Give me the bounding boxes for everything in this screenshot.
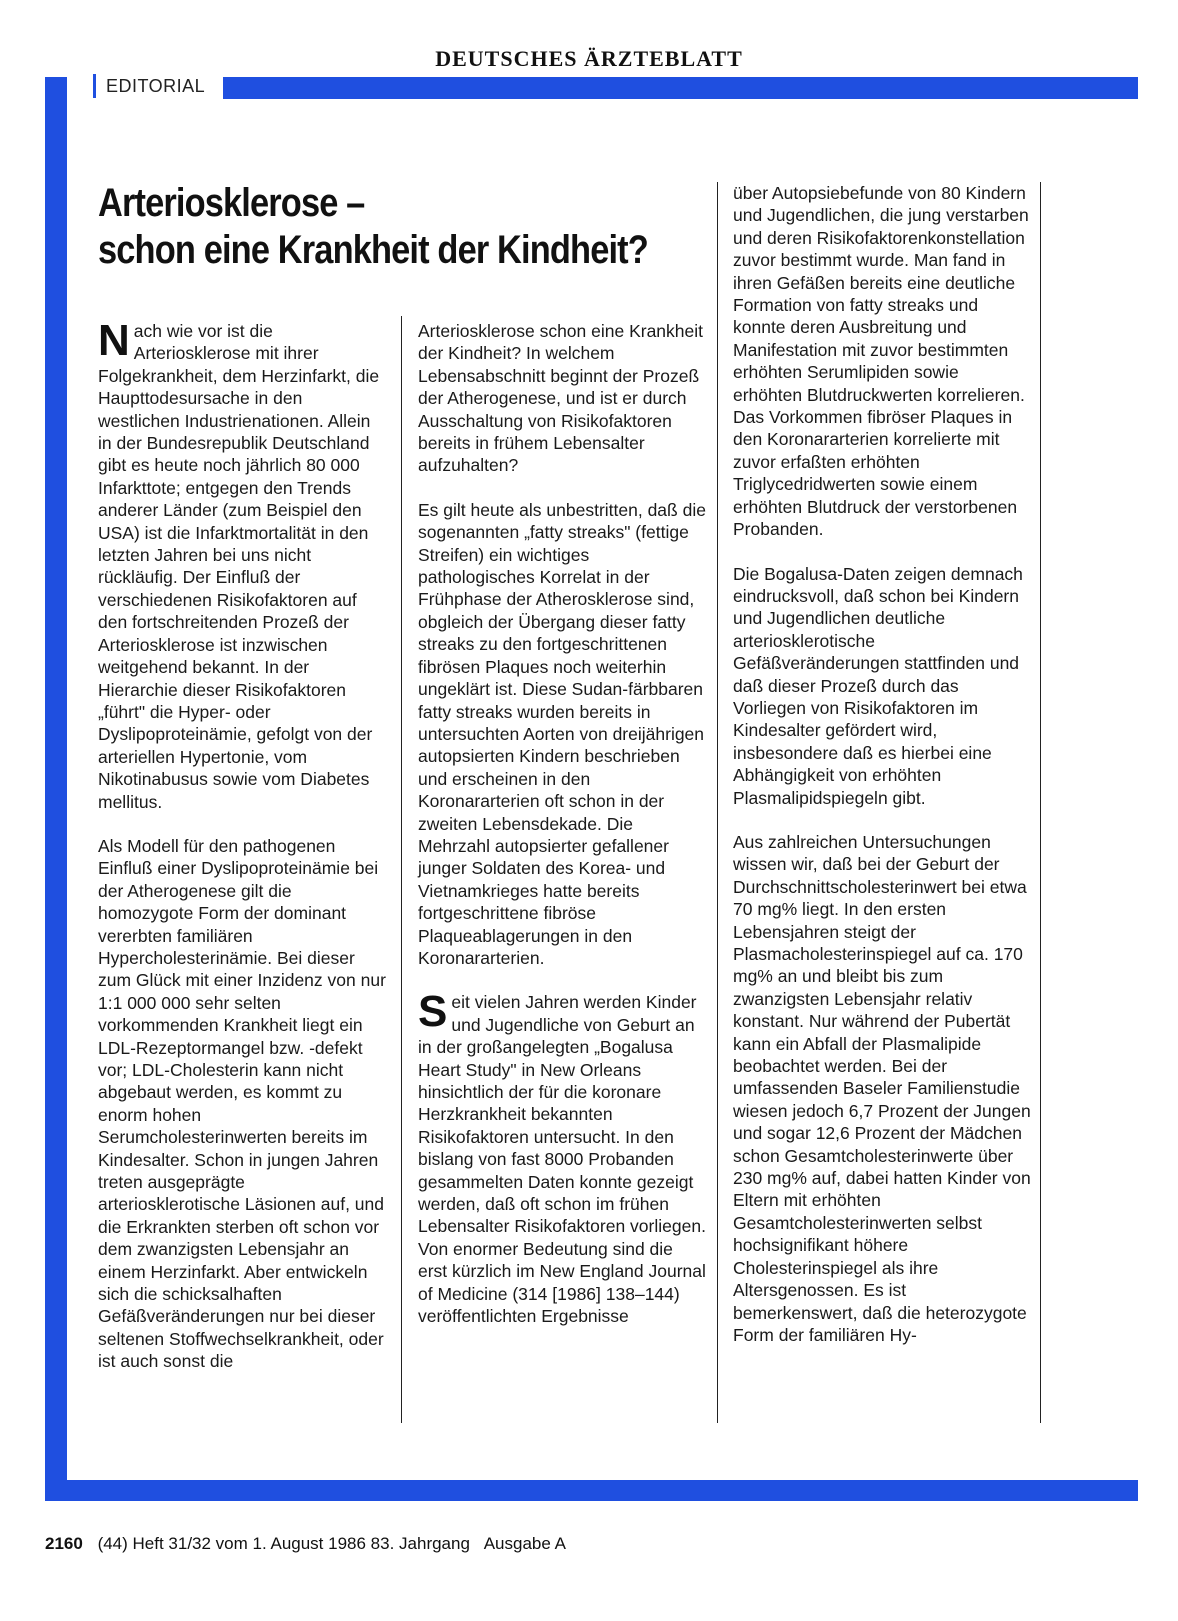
- column-divider-3: [1040, 182, 1041, 1423]
- col1-paragraph-1: [98, 316, 386, 813]
- col3-paragraph-2: Die Bogalusa-Daten zeigen demnach eindrucksvoll, daß schon bei Kindern und Jugendlichen deutliche arteriosklerotische Gefäßveränderungen stattfinden und daß dieser Prozeß durch das Vorliegen von Risikofaktoren im Kindesalter gefördert wird, insbesondere daß es hierbei eine Abhängigkeit von erhöhten Plasmalipidspiegeln gibt.: [733, 563, 1023, 808]
- col1-paragraph-1-text: ach wie vor ist die Arteriosklerose mit ihrer Folgekrankheit, dem Herzinfarkt, die Haupttodesursache in den westlichen Industrienationen. Allein in der Bundesrepublik Deutschland gibt es heute noch jährlich 80 000 Infarkttote; entgegen den Trends anderer Länder (zum Beispiel den USA) ist die Infarktmortalität in den letzten Jahren bei uns nicht rückläufig. Der Einfluß der verschiedenen Risikofaktoren auf den fortschreitenden Prozeß der Arteriosklerose ist inzwischen weitgehend bekannt. In der Hierarchie dieser Risikofaktoren „führt" die Hyper- oder Dyslipoproteinämie, gefolgt von der arteriellen Hypertonie, vom Nikotinabusus sowie vom Diabetes mellitus.: [98, 321, 380, 812]
- headline: [98, 180, 648, 274]
- bottom-frame-bar: [45, 1480, 1138, 1501]
- masthead: DEUTSCHES ÄRZTEBLATT: [435, 46, 743, 71]
- section-label: EDITORIAL: [93, 74, 213, 98]
- column-1: [98, 316, 386, 1395]
- col2-paragraph-2: Es gilt heute als unbestritten, daß die sogenannten „fatty streaks" (fettige Streifen) ein wichtiges pathologisches Korrelat in der Frühphase der Atherosklerose sind, obgleich der Übergang dieser fatty streaks zu den fortgeschrittenen fibrösen Plaques noch weiterhin ungeklärt ist. Diese Sudan-färbbaren fatty streaks wurden bereits in untersuchten Aorten von dreijährigen autopsierten Kindern beschrieben und erscheinen in den Koronararterien oft schon in der zweiten Lebensdekade. Die Mehrzahl autopsierter gefallener junger Soldaten des Korea- und Vietnamkrieges hatte bereits fortgeschrittene fibröse Plaqueablagerungen in den Koronararterien.: [418, 499, 706, 968]
- col2-paragraph-3-text: eit vielen Jahren werden Kinder und Jugendliche von Geburt an in der großangelegten „Bogalusa Heart Study" in New Orleans hinsichtlich der für die koronare Herzkrankheit bekannten Risikofaktoren untersucht. In den bislang von fast 8000 Probanden gesammelten Daten konnte gezeigt werden, daß oft schon im frühen Lebensalter Risikofaktoren vorliegen. Von enormer Bedeutung sind die erst kürzlich im New England Journal of Medicine (314 [1986] 138–144) veröffentlichten Ergebnisse: [418, 992, 706, 1327]
- drop-cap: N: [98, 316, 130, 365]
- edition-info: Ausgabe A: [483, 1534, 566, 1553]
- left-frame-bar: [45, 77, 67, 1501]
- drop-cap: S: [418, 987, 448, 1037]
- headline-line-1: Arteriosklerose –: [98, 181, 365, 225]
- col2-paragraph-1: Arteriosklerose schon eine Krankheit der Kindheit? In welchem Lebensabschnitt beginnt der Prozeß der Atherogenese, und ist er durch Ausschaltung von Risikofaktoren bereits in frühem Lebensalter aufzuhalten?: [418, 321, 704, 476]
- column-divider-1: [401, 316, 402, 1423]
- page-number: 2160: [45, 1534, 83, 1553]
- col3-paragraph-3: Aus zahlreichen Untersuchungen wissen wir, daß bei der Geburt der Durchschnittscholesterinwert bei etwa 70 mg% liegt. In den ersten Lebensjahren steigt der Plasmacholesterinspiegel auf ca. 170 mg% an und bleibt bis zum zwanzigsten Lebensjahr relativ konstant. Nur während der Pubertät kann ein Abfall der Plasmalipide beobachtet werden. Bei der umfassenden Baseler Familienstudie wiesen jedoch 6,7 Prozent der Jungen und sogar 12,6 Prozent der Mädchen schon Gesamtcholesterinwerte über 230 mg% auf, dabei hatten Kinder von Eltern mit erhöhten Gesamtcholesterinwerten selbst hochsignifikant höhere Cholesterinspiegel als ihre Altersgenossen. Es ist bemerkenswert, daß die heterozygote Form der familiären Hy-: [733, 831, 1031, 1345]
- col3-paragraph-1: über Autopsiebefunde von 80 Kindern und Jugendlichen, die jung verstarben und deren Risikofaktorenkonstellation zuvor bestimmt wurde. Man fand in ihren Gefäßen bereits eine deutliche Formation von fatty streaks und konnte deren Ausbreitung und Manifestation mit zuvor bestimmten erhöhten Serumlipiden sowie erhöhten Blutdruckwerten korrelieren. Das Vorkommen fibröser Plaques in den Koronararterien korrelierte mit zuvor erfaßten erhöhten Triglycedridwerten sowie einem erhöhten Blutdruck der verstorbenen Probanden.: [733, 183, 1029, 540]
- col1-paragraph-2: Als Modell für den pathogenen Einfluß einer Dyslipoproteinämie bei der Atherogenese gilt die homozygote Form der dominant vererbten familiären Hypercholesterinämie. Bei dieser zum Glück mit einer Inzidenz von nur 1:1 000 000 sehr selten vorkommenden Krankheit liegt ein LDL-Rezeptormangel bzw. -defekt vor; LDL-Cholesterin kann nicht abgebaut werden, es kommt zu enorm hohen Serumcholesterinwerten bereits im Kindesalter. Schon in jungen Jahren treten ausgeprägte arteriosklerotische Läsionen auf, und die Erkrankten sterben oft schon vor dem zwanzigsten Lebensjahr an einem Herzinfarkt. Aber entwickeln sich die schicksalhaften Gefäßveränderungen nur bei dieser seltenen Stoffwechselkrankheit, oder ist auch sonst die: [98, 835, 386, 1372]
- headline-line-2: schon eine Krankheit der Kindheit?: [98, 228, 648, 272]
- column-3: [733, 182, 1031, 1368]
- issue-info: (44) Heft 31/32 vom 1. August 1986 83. Jahrgang: [97, 1534, 470, 1553]
- column-2: [418, 320, 706, 1349]
- col2-paragraph-3: [418, 987, 706, 1327]
- page-footer: [45, 1534, 576, 1554]
- top-frame-bar: [223, 77, 1138, 99]
- column-divider-2: [717, 182, 718, 1423]
